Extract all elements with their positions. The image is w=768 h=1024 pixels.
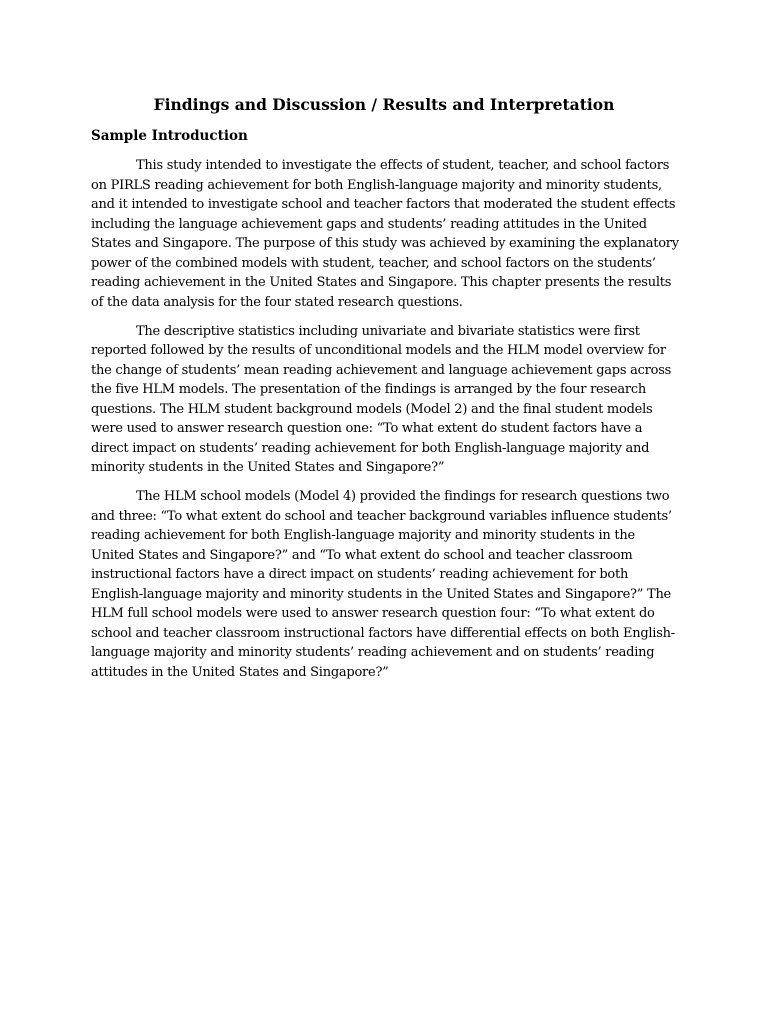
body-text (91, 156, 681, 692)
page-title: Findings and Discussion / Results and Interpretation (153, 95, 615, 114)
paragraph-2: The descriptive statistics including univariate and bivariate statistics were first reported followed by the results of unconditional models and the HLM model overview for the change of students’ mean reading achievement and language achievement gaps across the five HLM models. The presentation of the findings is arranged by the four research questions. The HLM student background models (Model 2) and the final student models were used to answer research question one: “To what extent do student factors have a direct impact on students’ reading achievement for both English-language majority and minority students in the United States and Singapore?” (91, 323, 672, 475)
paragraph-1: This study intended to investigate the effects of student, teacher, and school factors on PIRLS reading achievement for both English-language majority and minority students, and it intended to investigate school and teacher factors that moderated the student effects including the language achievement gaps and students’ reading attitudes in the United States and Singapore. The purpose of this study was achieved by examining the explanatory power of the combined models with student, teacher, and school factors on the students’ reading achievement in the United States and Singapore. This chapter presents the results of the data analysis for the four stated research questions. (91, 158, 679, 310)
paragraph-3: The HLM school models (Model 4) provided the findings for research questions two and three: “To what extent do school and teacher background variables influence students’ reading achievement for both English-language majority and minority students in the United States and Singapore?” and “To what extent do school and teacher classroom instructional factors have a direct impact on students’ reading achievement for both English-language majority and minority students in the United States and Singapore?” The HLM full school models were used to answer research question four: “To what extent do school and teacher classroom instructional factors have differential effects on both English-language majority and minority students’ reading achievement and on students’ reading attitudes in the United States and Singapore?” (91, 489, 675, 680)
section-heading: Sample Introduction (91, 128, 248, 144)
